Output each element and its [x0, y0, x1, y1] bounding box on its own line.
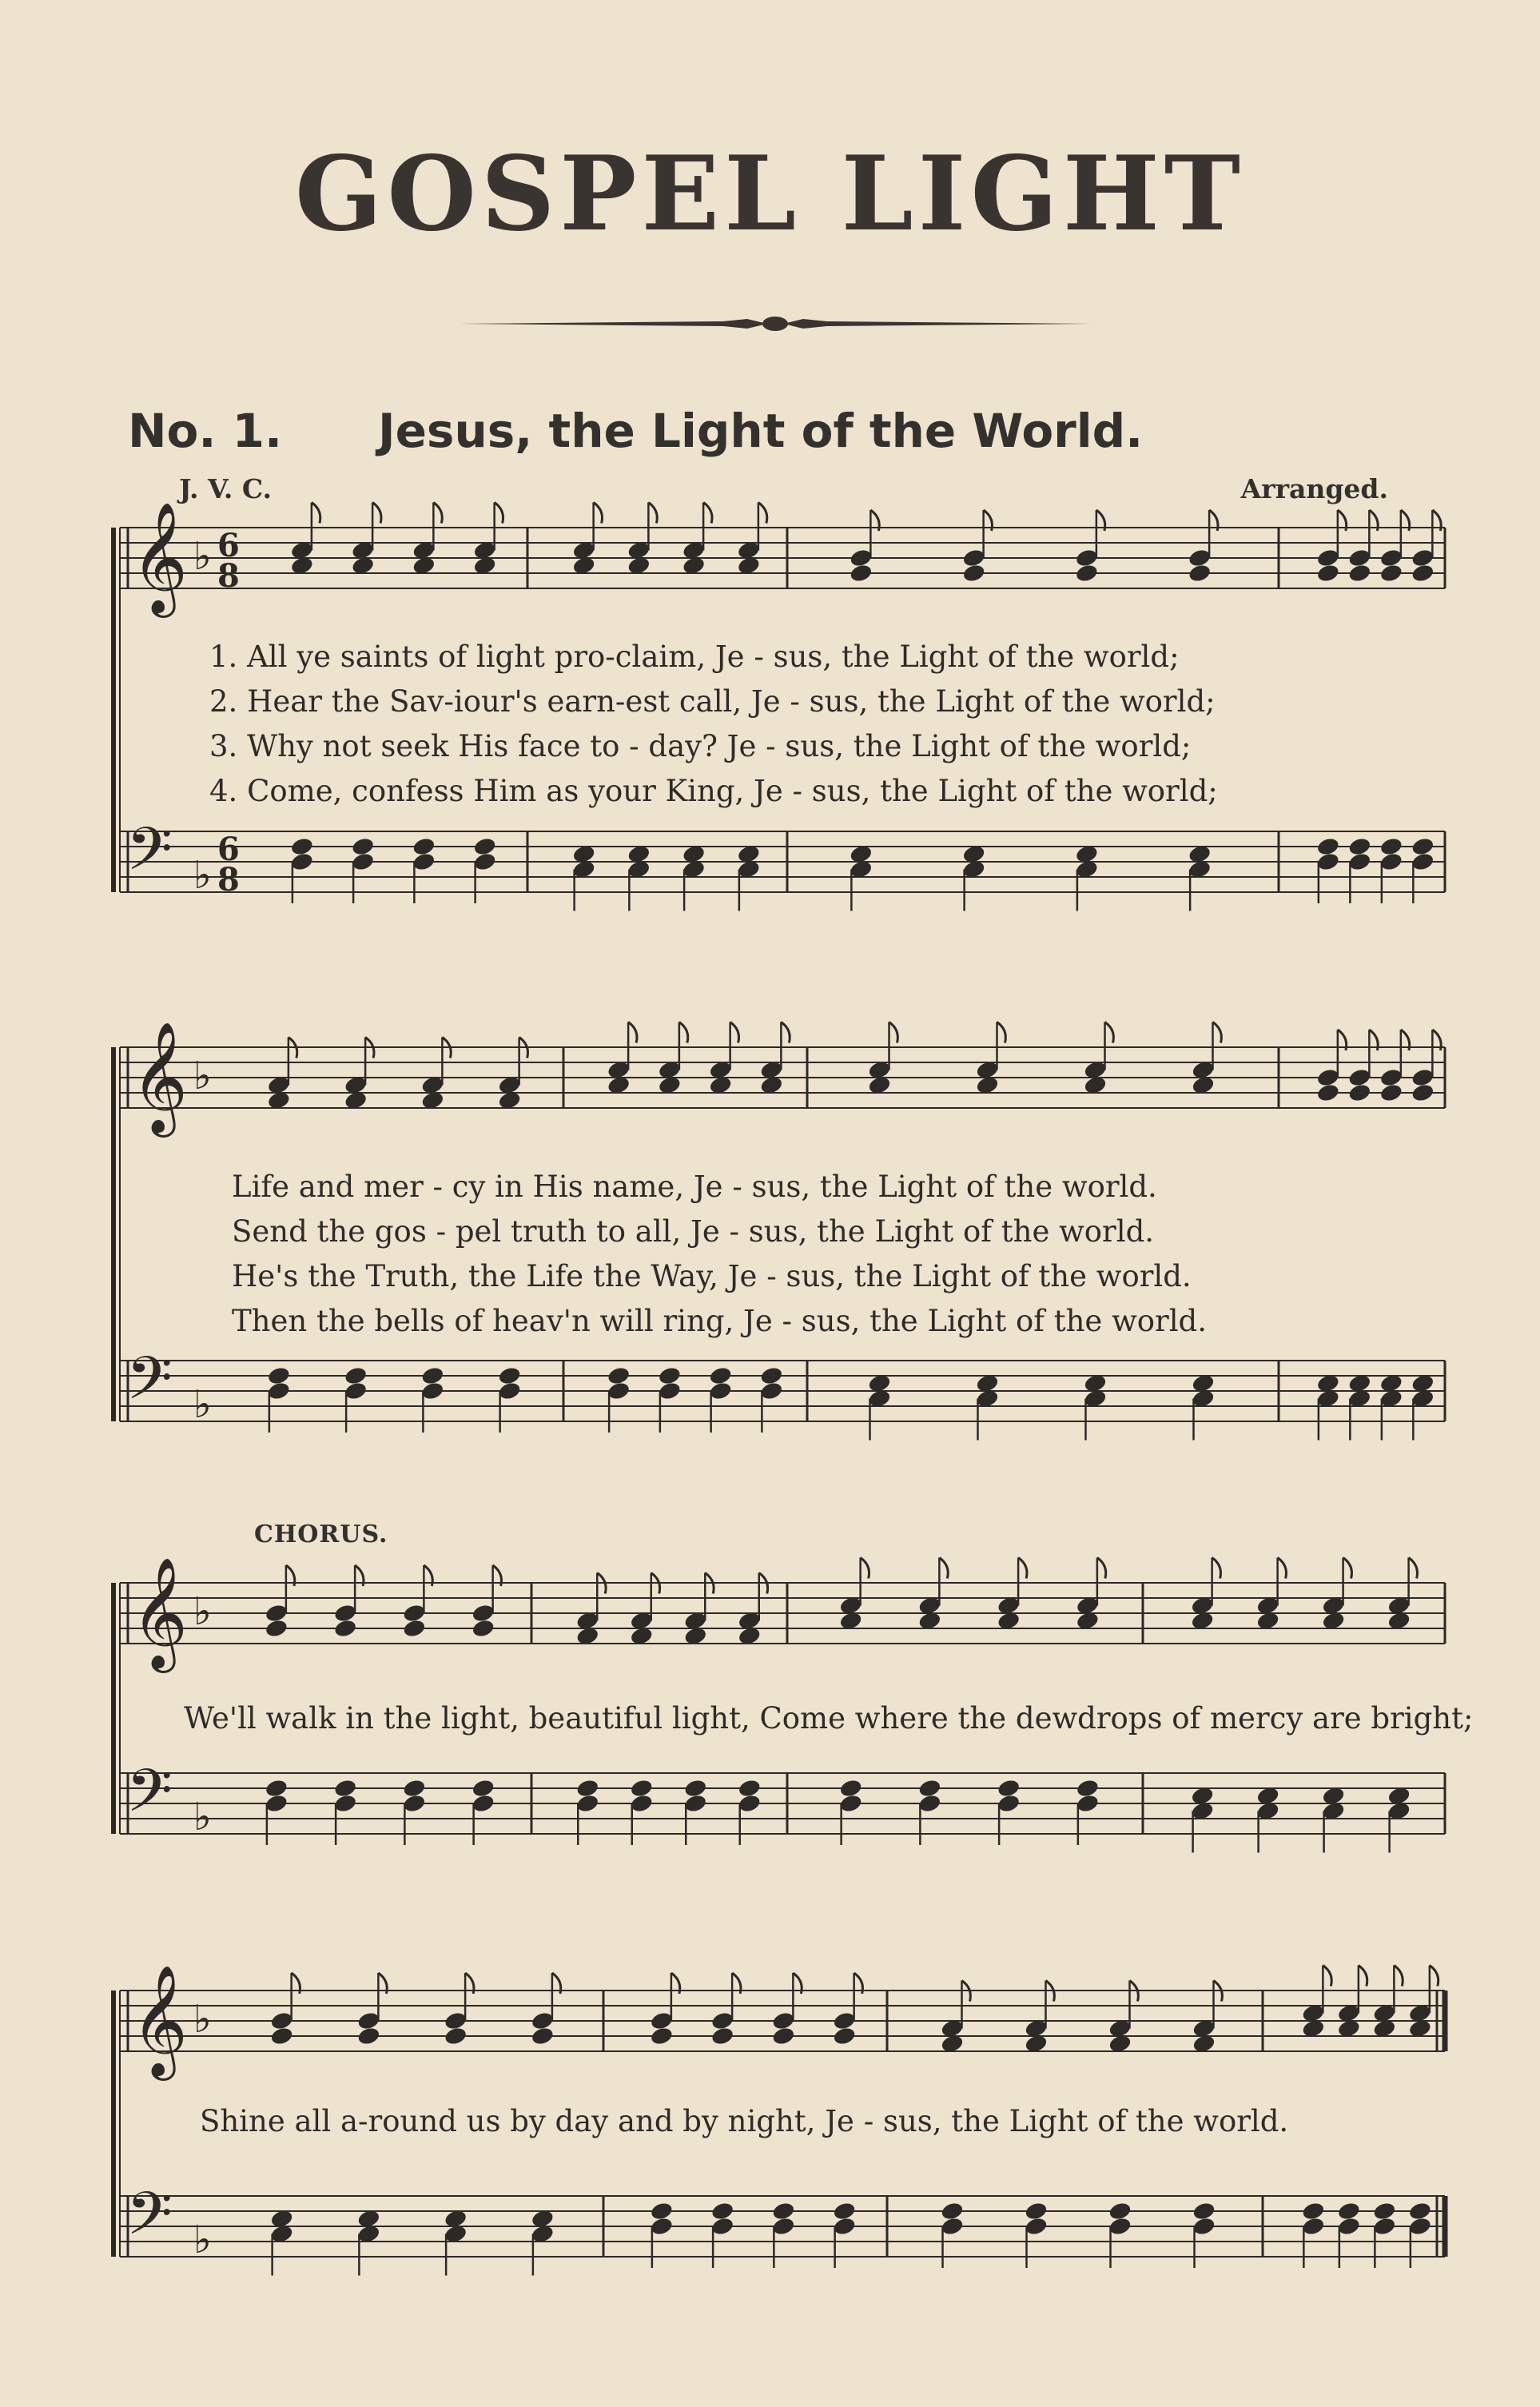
note-head [1024, 2216, 1049, 2237]
note-head [1347, 1067, 1372, 1088]
note-head [1192, 2201, 1216, 2222]
verse-4-line-1: 4. Come, confess Him as your King, Je - sus, the Light of the world; [209, 774, 1218, 808]
note-head [961, 548, 986, 568]
note-head [356, 2010, 381, 2031]
note-head [832, 2216, 857, 2237]
verse-2-line-1: 2. Hear the Sav-iour's earn-est call, Je - sus, the Light of the world; [209, 684, 1216, 719]
note-head [1337, 2201, 1362, 2222]
note-head [333, 1618, 358, 1639]
note-head [710, 2026, 735, 2046]
note-head [1192, 2216, 1216, 2237]
hymn-title: Jesus, the Light of the World. [378, 404, 1144, 458]
note-head [997, 1793, 1021, 1814]
note-head [607, 1381, 631, 1401]
flat-icon: ♭ [193, 1054, 212, 1098]
note-head [629, 1793, 654, 1814]
note-head [575, 1793, 600, 1814]
note-flag [1018, 1558, 1027, 1579]
note-flag [1213, 1022, 1222, 1043]
note-flag [997, 1022, 1006, 1043]
note-head [1316, 836, 1341, 857]
note-head [771, 2201, 796, 2222]
note-head [849, 548, 873, 568]
note-head [1347, 851, 1372, 872]
note-head [1076, 1793, 1100, 1814]
note-head [471, 1778, 495, 1799]
note-head [1411, 1082, 1435, 1103]
note-flag [703, 503, 712, 524]
flat-icon: ♭ [193, 1589, 212, 1634]
note-head [832, 2201, 857, 2222]
flat-icon: ♭ [193, 1382, 212, 1427]
note-flag [1409, 1558, 1418, 1579]
note-head [1075, 548, 1100, 568]
flat-icon: ♭ [193, 534, 212, 579]
verse-1-line-1: 1. All ye saints of light pro-claim, Je - sus, the Light of the world; [209, 640, 1180, 674]
note-head [444, 2026, 468, 2046]
note-head [658, 1381, 682, 1401]
note-head [1379, 563, 1404, 584]
flat-icon: ♭ [193, 853, 212, 898]
note-flag [433, 503, 442, 524]
note-head [650, 2010, 674, 2031]
note-flag [1359, 1966, 1367, 1987]
note-head [471, 1618, 495, 1639]
verse-1-line-2: Life and mer - cy in His name, Je - sus, the Light of the world. [232, 1170, 1157, 1204]
note-flag [1394, 1966, 1403, 1987]
note-flag [594, 503, 603, 524]
chorus-line-1: We'll walk in the light, beautiful light, Come where the dewdrops of mercy are bright; [184, 1701, 1474, 1736]
note-head [607, 1365, 631, 1386]
note-flag [1430, 1966, 1439, 1987]
note-head [412, 836, 436, 857]
note-flag [1343, 1558, 1352, 1579]
treble-clef-icon: 𝄞 [131, 1965, 188, 2076]
note-head [420, 1381, 445, 1401]
note-head [710, 2216, 735, 2237]
note-flag [861, 1558, 869, 1579]
note-head [1379, 1067, 1404, 1088]
note-flag [781, 1022, 790, 1043]
note-flag [628, 1022, 637, 1043]
bass-clef-icon: 𝄢 [126, 1344, 173, 1428]
note-head [344, 1365, 368, 1386]
note-head [290, 836, 315, 857]
verse-2-line-2: Send the gos - pel truth to all, Je - sus, the Light of the world. [232, 1214, 1155, 1249]
treble-clef-icon: 𝄞 [131, 1557, 188, 1668]
note-head [290, 851, 315, 872]
note-head [269, 2010, 294, 2031]
note-head [1301, 2216, 1326, 2237]
note-head [710, 2201, 735, 2222]
note-head [1347, 548, 1372, 568]
time-signature-bottom: 8 [217, 557, 240, 595]
note-head [940, 2201, 965, 2222]
note-head [1379, 548, 1404, 568]
note-head [444, 2010, 468, 2031]
note-head [351, 851, 376, 872]
note-flag [495, 503, 503, 524]
note-head [267, 1381, 292, 1401]
note-head [849, 563, 873, 584]
note-head [333, 1793, 358, 1814]
note-head [267, 1365, 292, 1386]
note-head [838, 1778, 863, 1799]
verse-3-line-1: 3. Why not seek His face to - day? Je - sus, the Light of the world; [209, 729, 1192, 763]
note-head [333, 1603, 358, 1624]
note-head [708, 1381, 733, 1401]
note-flag [730, 1022, 739, 1043]
note-head [771, 2026, 796, 2046]
note-head [351, 836, 376, 857]
note-head [1316, 1082, 1341, 1103]
note-head [683, 1778, 708, 1799]
note-head [629, 1778, 654, 1799]
note-head [1411, 548, 1435, 568]
note-flag [758, 503, 767, 524]
note-head [683, 1793, 708, 1814]
note-head [497, 1365, 522, 1386]
note-flag [1278, 1558, 1287, 1579]
book-title: GOSPEL LIGHT [295, 134, 1245, 254]
treble-clef-icon: 𝄞 [131, 1022, 188, 1133]
note-head [356, 2026, 381, 2046]
note-head [997, 1778, 1021, 1799]
note-head [472, 851, 497, 872]
hymn-number: No. 1. [128, 404, 283, 458]
note-flag [372, 503, 381, 524]
note-head [420, 1365, 445, 1386]
note-flag [648, 503, 657, 524]
note-head [1347, 563, 1372, 584]
note-head [737, 1793, 762, 1814]
time-signature-bottom: 8 [217, 861, 240, 899]
note-head [1108, 2201, 1132, 2222]
flat-icon: ♭ [193, 2218, 212, 2262]
note-head [497, 1381, 522, 1401]
note-head [737, 1778, 762, 1799]
note-head [1188, 563, 1212, 584]
bass-clef-icon: 𝄢 [126, 815, 173, 899]
note-head [1347, 836, 1372, 857]
note-flag [312, 503, 320, 524]
note-head [333, 1778, 358, 1799]
note-head [1024, 2201, 1049, 2222]
note-head [575, 1778, 600, 1799]
note-head [1075, 563, 1100, 584]
note-head [917, 1778, 942, 1799]
verse-4-line-2: Then the bells of heav'n will ring, Je - sus, the Light of the world. [232, 1304, 1208, 1338]
note-head [412, 851, 436, 872]
flat-icon: ♭ [193, 1997, 212, 2042]
note-head [1411, 851, 1435, 872]
note-head [1411, 1067, 1435, 1088]
note-flag [1212, 1558, 1221, 1579]
note-head [344, 1381, 368, 1401]
note-head [1379, 851, 1404, 872]
note-head [650, 2201, 674, 2222]
note-head [1372, 2201, 1397, 2222]
note-head [402, 1618, 427, 1639]
note-head [940, 2216, 965, 2237]
chorus-label: CHORUS. [254, 1520, 388, 1548]
note-head [708, 1365, 733, 1386]
note-head [759, 1381, 784, 1401]
chorus-line-2: Shine all a-round us by day and by night, Je - sus, the Light of the world. [200, 2104, 1289, 2138]
note-flag [1323, 1966, 1331, 1987]
note-head [402, 1778, 427, 1799]
note-head [710, 2010, 735, 2031]
note-head [1408, 2216, 1433, 2237]
note-flag [1097, 1558, 1106, 1579]
note-head [531, 2026, 555, 2046]
note-head [1408, 2201, 1433, 2222]
note-head [1188, 548, 1212, 568]
note-head [1379, 1082, 1404, 1103]
note-head [1316, 548, 1341, 568]
note-head [265, 1793, 289, 1814]
note-head [1411, 563, 1435, 584]
note-flag [939, 1558, 948, 1579]
note-head [471, 1603, 495, 1624]
note-flag [1105, 1022, 1114, 1043]
note-head [1076, 1778, 1100, 1799]
note-head [1411, 836, 1435, 857]
note-head [265, 1618, 289, 1639]
note-head [1316, 851, 1341, 872]
time-signature-top: 6 [217, 527, 240, 564]
note-head [832, 2010, 857, 2031]
note-head [269, 2026, 294, 2046]
flat-icon: ♭ [193, 1795, 212, 1839]
note-head [650, 2026, 674, 2046]
note-head [402, 1793, 427, 1814]
note-head [771, 2010, 796, 2031]
note-head [1337, 2216, 1362, 2237]
note-head [471, 1793, 495, 1814]
note-head [759, 1365, 784, 1386]
note-flag [889, 1022, 898, 1043]
note-head [1347, 1082, 1372, 1103]
note-head [917, 1793, 942, 1814]
bass-clef-icon: 𝄢 [126, 2179, 173, 2263]
note-head [832, 2026, 857, 2046]
note-head [838, 1793, 863, 1814]
time-signature-top: 6 [217, 831, 240, 868]
note-head [265, 1778, 289, 1799]
author-credit: J. V. C. [179, 473, 273, 504]
note-head [472, 836, 497, 857]
note-head [1316, 563, 1341, 584]
note-head [1372, 2216, 1397, 2237]
note-head [531, 2010, 555, 2031]
note-head [650, 2216, 674, 2237]
note-head [1316, 1067, 1341, 1088]
note-head [961, 563, 986, 584]
note-head [658, 1365, 682, 1386]
note-flag [679, 1022, 688, 1043]
verse-3-line-2: He's the Truth, the Life the Way, Je - sus, the Light of the world. [232, 1259, 1192, 1293]
arranger-credit: Arranged. [1240, 473, 1388, 504]
note-head [1108, 2216, 1132, 2237]
note-head [402, 1603, 427, 1624]
bass-clef-icon: 𝄢 [126, 1756, 173, 1840]
note-head [771, 2216, 796, 2237]
treble-clef-icon: 𝄞 [131, 502, 188, 613]
note-head [1301, 2201, 1326, 2222]
note-head [1379, 836, 1404, 857]
note-head [265, 1603, 289, 1624]
